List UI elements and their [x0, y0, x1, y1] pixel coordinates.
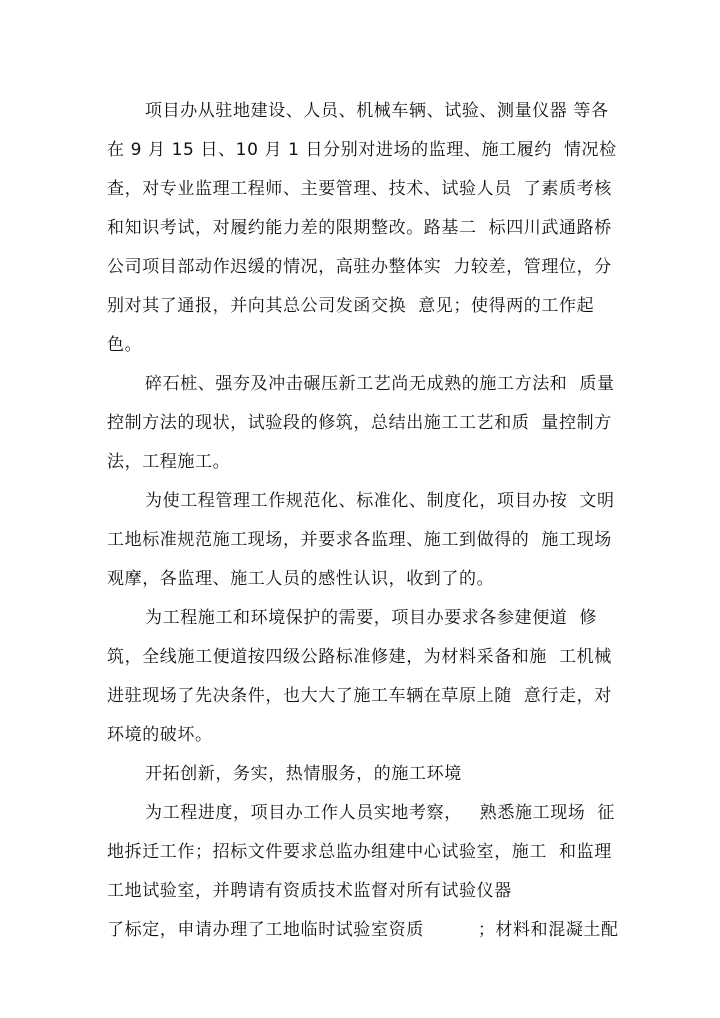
- paragraph-line: 项目办从驻地建设、人员、机械车辆、试验、测量仪器 等各: [145, 101, 609, 121]
- paragraph-line: 碎石桩、强夯及冲击碾压新工艺尚无成熟的施工方法和 质量: [145, 374, 615, 394]
- paragraph-line: 公司项目部动作迟缓的情况，高驻办整体实 力较差，管理位，分: [107, 257, 612, 277]
- paragraph-line: 了标定，申请办理了工地临时试验室资质 ；材料和混凝土配: [107, 920, 619, 940]
- paragraph-line: 色。: [107, 335, 143, 355]
- section-heading-line: 开拓创新，务实，热情服务，的施工环境: [145, 764, 462, 784]
- paragraph-line: 工地标准规范施工现场，并要求各监理、施工到做得的 施工现场: [107, 530, 612, 550]
- paragraph-line: 控制方法的现状，试验段的修筑，总结出施工工艺和质 量控制方: [107, 413, 612, 433]
- paragraph-line: 为工程进度，项目办工作人员实地考察， 熟悉施工现场 征: [145, 803, 616, 823]
- paragraph-line: 筑，全线施工便道按四级公路标准修建，为材料采备和施 工机械: [107, 647, 612, 667]
- paragraph-line: 地拆迁工作；招标文件要求总监办组建中心试验室，施工 和监理: [107, 842, 612, 862]
- paragraph-line: 进驻现场了先决条件，也大大了施工车辆在草原上随 意行走，对: [107, 686, 612, 706]
- paragraph-line: 和知识考试，对履约能力差的限期整改。路基二 标四川武通路桥: [107, 218, 612, 238]
- paragraph-line: 为使工程管理工作规范化、标准化、制度化，项目办按 文明: [145, 491, 615, 511]
- paragraph-line: 法，工程施工。: [107, 452, 231, 472]
- paragraph-line: 在 9 月 15 日、10 月 1 日分别对进场的监理、施工履约 情况检: [107, 140, 617, 160]
- paragraph-line: 别对其了通报，并向其总公司发函交换 意见；使得两的工作起: [107, 296, 595, 316]
- paragraph-line: 为工程施工和环境保护的需要，项目办要求各参建便道 修: [145, 608, 598, 628]
- paragraph-line: 工地试验室，并聘请有资质技术监督对所有试验仪器: [107, 881, 512, 901]
- paragraph-line: 查，对专业监理工程师、主要管理、技术、试验人员 了素质考核: [107, 179, 612, 199]
- paragraph-line: 环境的破坏。: [107, 725, 213, 745]
- paragraph-line: 观摩，各监理、施工人员的感性认识，收到了的。: [107, 569, 495, 589]
